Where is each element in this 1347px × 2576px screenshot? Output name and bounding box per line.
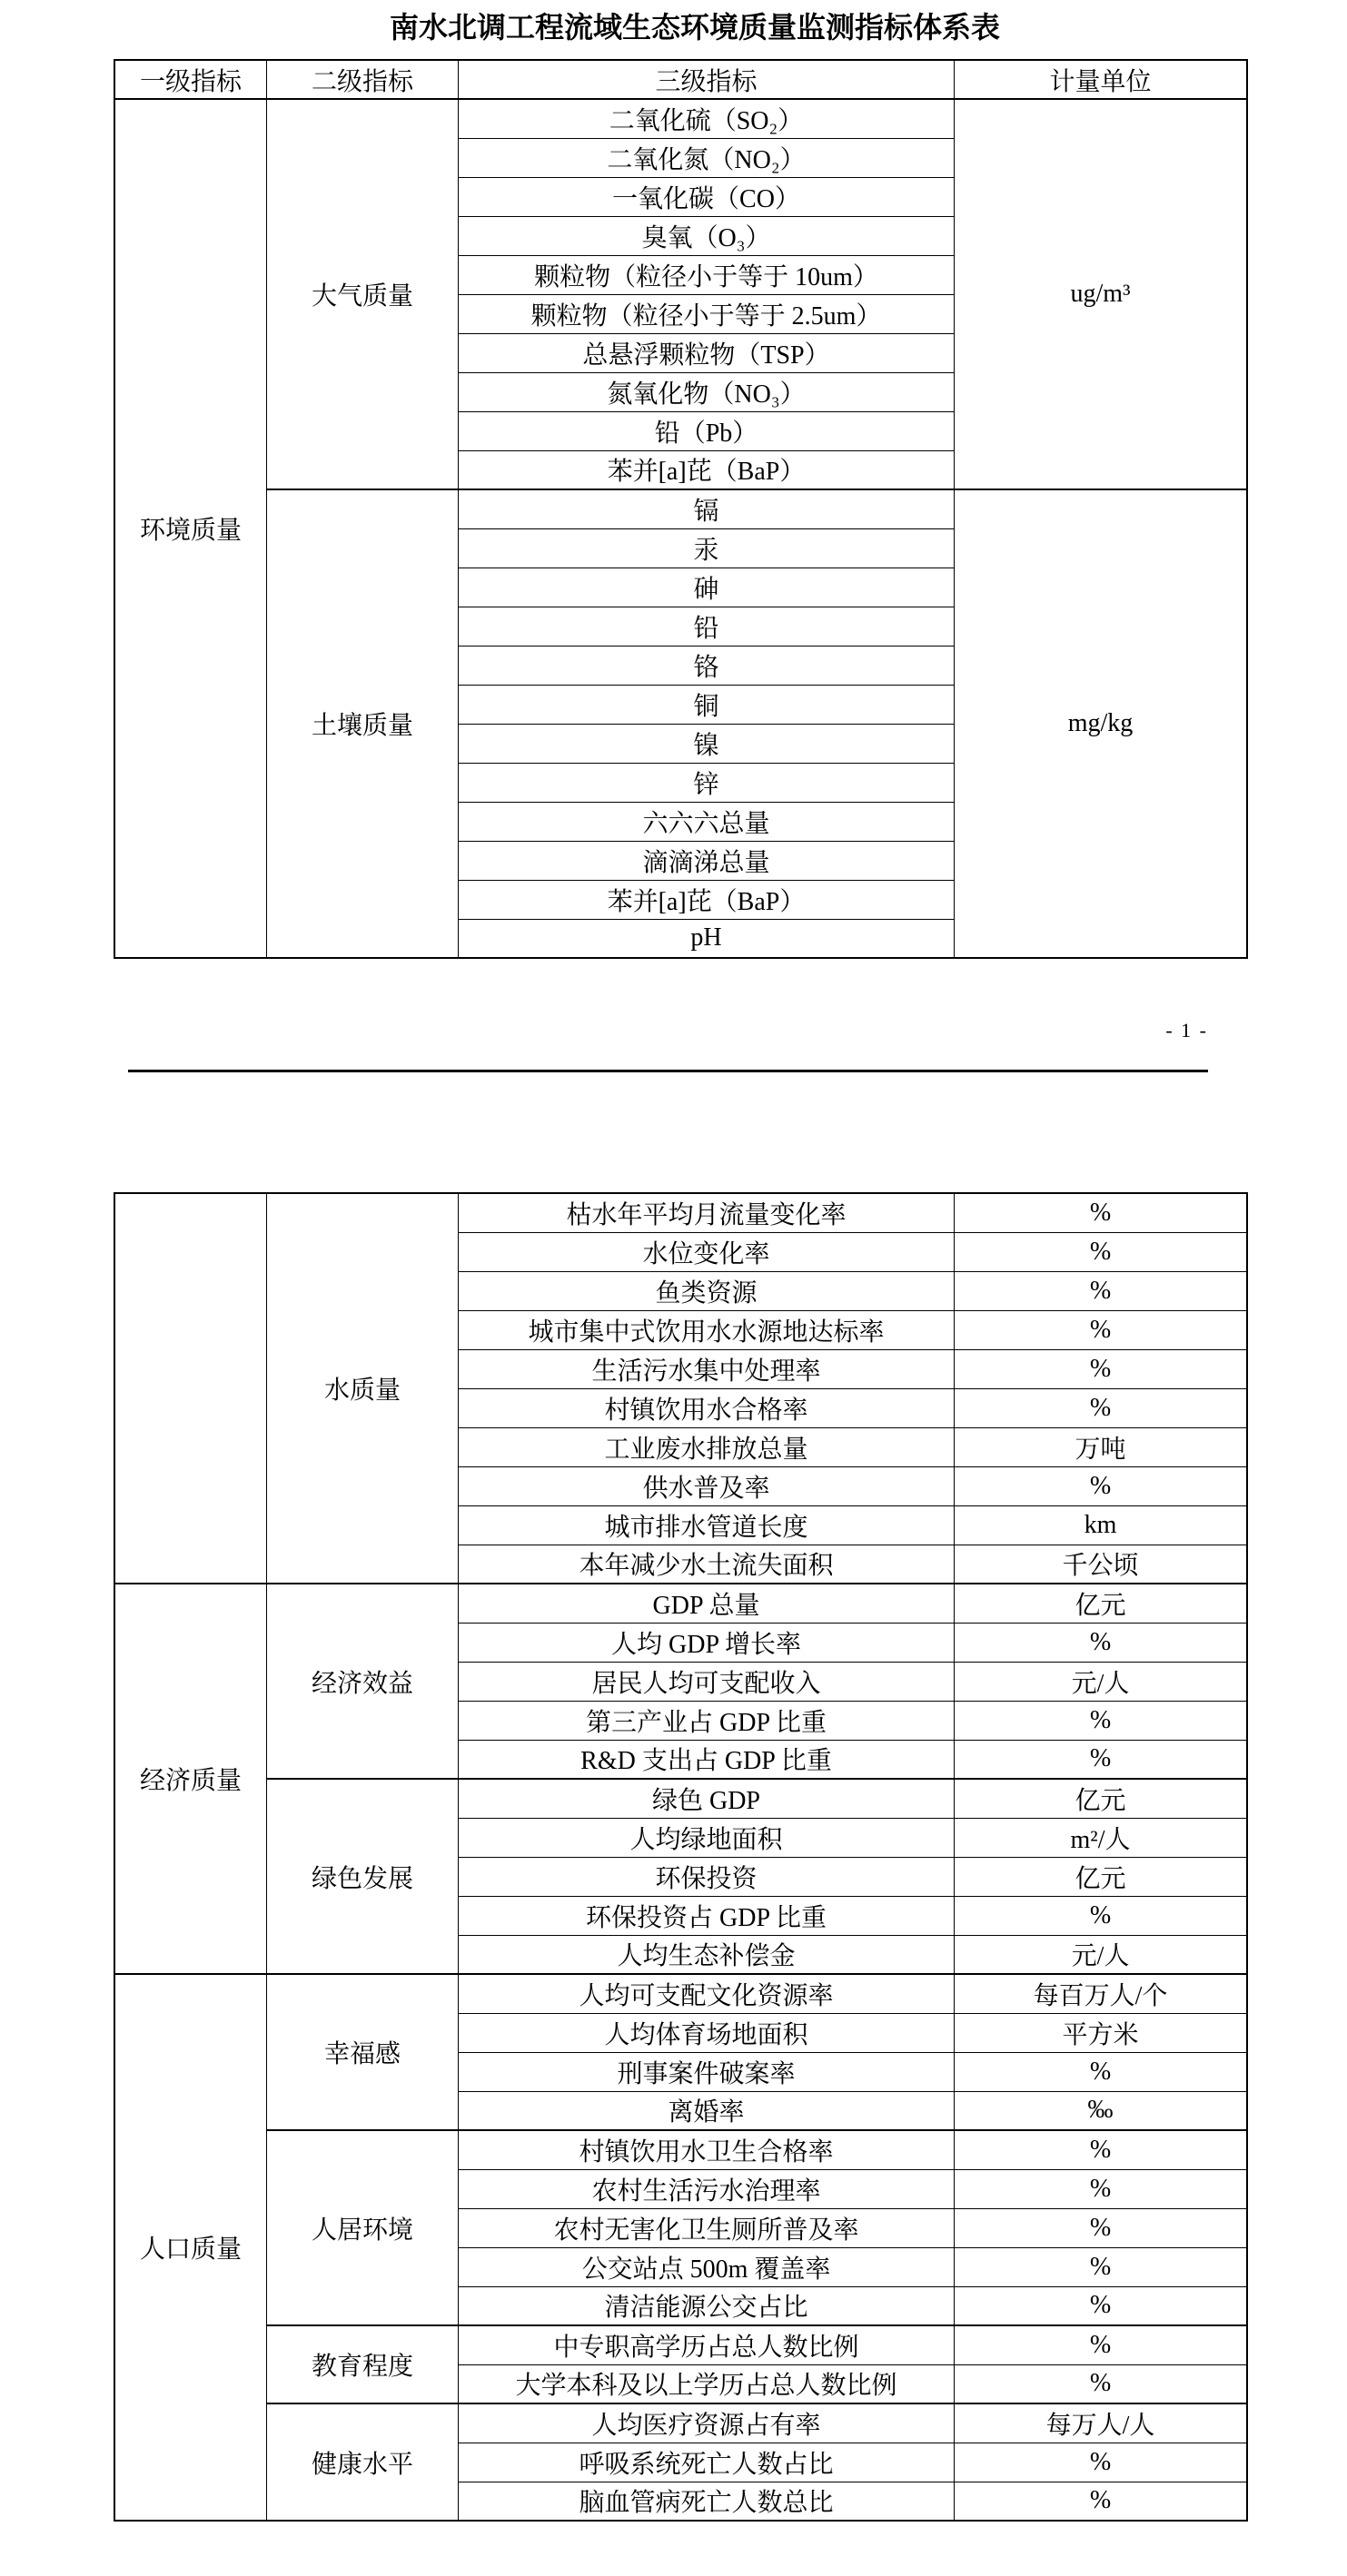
level3-indicator-cell: 颗粒物（粒径小于等于 2.5um） [459,294,955,333]
unit-cell: 每万人/人 [955,2403,1248,2443]
level3-indicator-cell: 中专职高学历占总人数比例 [459,2325,955,2364]
level1-indicator-cell: 经济质量 [114,1584,267,1974]
level3-indicator-cell: 城市集中式饮用水水源地达标率 [459,1310,955,1349]
level3-indicator-cell: 砷 [459,568,955,607]
level3-indicator-cell: 二氧化硫（SO₂） [459,99,955,138]
column-header-cell: 计量单位 [955,60,1248,99]
level3-indicator-cell: 汞 [459,528,955,568]
level3-indicator-cell: 居民人均可支配收入 [459,1662,955,1701]
level2-indicator-cell: 水质量 [267,1193,459,1584]
document-title: 南水北调工程流域生态环境质量监测指标体系表 [389,11,1000,44]
table-row [114,489,1247,528]
level3-indicator-cell: 颗粒物（粒径小于等于 10um） [459,255,955,294]
level3-indicator-cell: 臭氧（O₃） [459,216,955,255]
level3-indicator-cell: 人均生态补偿金 [459,1935,955,1974]
level3-indicator-cell: 供水普及率 [459,1466,955,1505]
level3-indicator-cell: 二氧化氮（NO₂） [459,138,955,177]
level3-indicator-cell: 铬 [459,646,955,685]
level2-indicator-cell: 大气质量 [267,99,459,489]
level3-indicator-cell: 苯并[a]芘（BaP） [459,880,955,919]
table-row [114,1193,1247,1232]
table-row [114,1974,1247,2013]
unit-cell: % [955,1193,1248,1232]
level3-indicator-cell: 铜 [459,685,955,724]
level3-indicator-cell: 滴滴涕总量 [459,841,955,880]
level3-indicator-cell: 苯并[a]芘（BaP） [459,450,955,489]
level3-indicator-cell: 水位变化率 [459,1232,955,1271]
level2-indicator-cell: 人居环境 [267,2130,459,2325]
level3-indicator-cell: 人均体育场地面积 [459,2013,955,2052]
level3-indicator-cell: 大学本科及以上学历占总人数比例 [459,2364,955,2403]
table-row [114,1779,1247,1818]
unit-cell: % [955,1740,1248,1779]
unit-cell: % [955,2169,1248,2208]
unit-cell: % [955,2364,1248,2403]
level2-indicator-cell: 绿色发展 [267,1779,459,1974]
level2-indicator-cell: 土壤质量 [267,489,459,958]
level3-indicator-cell: 枯水年平均月流量变化率 [459,1193,955,1232]
unit-cell: 亿元 [955,1779,1248,1818]
level3-indicator-cell: 人均可支配文化资源率 [459,1974,955,2013]
unit-cell: % [955,1623,1248,1662]
unit-cell: % [955,2286,1248,2325]
unit-cell: 亿元 [955,1584,1248,1623]
level2-indicator-cell: 幸福感 [267,1974,459,2130]
table-row [114,2130,1247,2169]
page-break-divider [128,1070,1208,1072]
unit-cell: m²/人 [955,1818,1248,1857]
page-number: - 1 - [1165,1019,1208,1041]
unit-cell: % [955,2130,1248,2169]
level2-indicator-cell: 教育程度 [267,2325,459,2403]
unit-cell: % [955,1701,1248,1740]
level3-indicator-cell: 环保投资 [459,1857,955,1896]
level3-indicator-cell: 第三产业占 GDP 比重 [459,1701,955,1740]
level3-indicator-cell: 脑血管病死亡人数总比 [459,2482,955,2521]
unit-cell: 元/人 [955,1662,1248,1701]
unit-cell: km [955,1505,1248,1545]
level3-indicator-cell: 离婚率 [459,2091,955,2130]
unit-cell: % [955,2325,1248,2364]
column-header-cell: 三级指标 [459,60,955,99]
column-header-cell: 一级指标 [114,60,267,99]
level3-indicator-cell: 本年减少水土流失面积 [459,1545,955,1584]
level2-indicator-cell: 经济效益 [267,1584,459,1779]
level3-indicator-cell: 锌 [459,763,955,802]
unit-cell: 亿元 [955,1857,1248,1896]
level3-indicator-cell: 环保投资占 GDP 比重 [459,1896,955,1935]
unit-cell: ug/m³ [955,99,1248,489]
level3-indicator-cell: 总悬浮颗粒物（TSP） [459,333,955,372]
level3-indicator-cell: 工业废水排放总量 [459,1427,955,1466]
level3-indicator-cell: 铅（Pb） [459,411,955,450]
unit-cell: % [955,1271,1248,1310]
level3-indicator-cell: 呼吸系统死亡人数占比 [459,2443,955,2482]
table-header-row [114,60,1247,99]
level3-indicator-cell: 生活污水集中处理率 [459,1349,955,1388]
monitoring-indicator-table-page-2 [114,1192,1248,2522]
unit-cell: % [955,2052,1248,2091]
unit-cell: % [955,1388,1248,1427]
unit-cell: % [955,2208,1248,2247]
table-row [114,1584,1247,1623]
level3-indicator-cell: 铅 [459,607,955,646]
level3-indicator-cell: R&D 支出占 GDP 比重 [459,1740,955,1779]
unit-cell: % [955,2247,1248,2286]
level3-indicator-cell: 刑事案件破案率 [459,2052,955,2091]
unit-cell: mg/kg [955,489,1248,958]
unit-cell: 万吨 [955,1427,1248,1466]
level3-indicator-cell: 氮氧化物（NO₃） [459,372,955,411]
monitoring-indicator-table-page-1 [114,59,1248,959]
level3-indicator-cell: 城市排水管道长度 [459,1505,955,1545]
level1-indicator-cell: 人口质量 [114,1974,267,2521]
level1-indicator-cell: 环境质量 [114,99,267,958]
level3-indicator-cell: 清洁能源公交占比 [459,2286,955,2325]
level3-indicator-cell: 村镇饮用水卫生合格率 [459,2130,955,2169]
level3-indicator-cell: 绿色 GDP [459,1779,955,1818]
unit-cell: 元/人 [955,1935,1248,1974]
level2-indicator-cell: 健康水平 [267,2403,459,2521]
level3-indicator-cell: 人均医疗资源占有率 [459,2403,955,2443]
level3-indicator-cell: GDP 总量 [459,1584,955,1623]
unit-cell: % [955,1349,1248,1388]
level3-indicator-cell: 农村无害化卫生厕所普及率 [459,2208,955,2247]
level3-indicator-cell: 人均绿地面积 [459,1818,955,1857]
level1-indicator-cell [114,1193,267,1584]
level3-indicator-cell: 人均 GDP 增长率 [459,1623,955,1662]
unit-cell: 每百万人/个 [955,1974,1248,2013]
unit-cell: % [955,1466,1248,1505]
table-row [114,2403,1247,2443]
column-header-cell: 二级指标 [267,60,459,99]
table-row [114,2325,1247,2364]
level3-indicator-cell: pH [459,919,955,958]
level3-indicator-cell: 一氧化碳（CO） [459,177,955,216]
unit-cell: 平方米 [955,2013,1248,2052]
unit-cell: 千公顷 [955,1545,1248,1584]
unit-cell: % [955,2482,1248,2521]
unit-cell: % [955,2443,1248,2482]
level3-indicator-cell: 公交站点 500m 覆盖率 [459,2247,955,2286]
unit-cell: ‰ [955,2091,1248,2130]
level3-indicator-cell: 村镇饮用水合格率 [459,1388,955,1427]
level3-indicator-cell: 镍 [459,724,955,763]
unit-cell: % [955,1310,1248,1349]
unit-cell: % [955,1896,1248,1935]
level3-indicator-cell: 农村生活污水治理率 [459,2169,955,2208]
level3-indicator-cell: 六六六总量 [459,802,955,841]
unit-cell: % [955,1232,1248,1271]
level3-indicator-cell: 鱼类资源 [459,1271,955,1310]
table-row [114,99,1247,138]
level3-indicator-cell: 镉 [459,489,955,528]
